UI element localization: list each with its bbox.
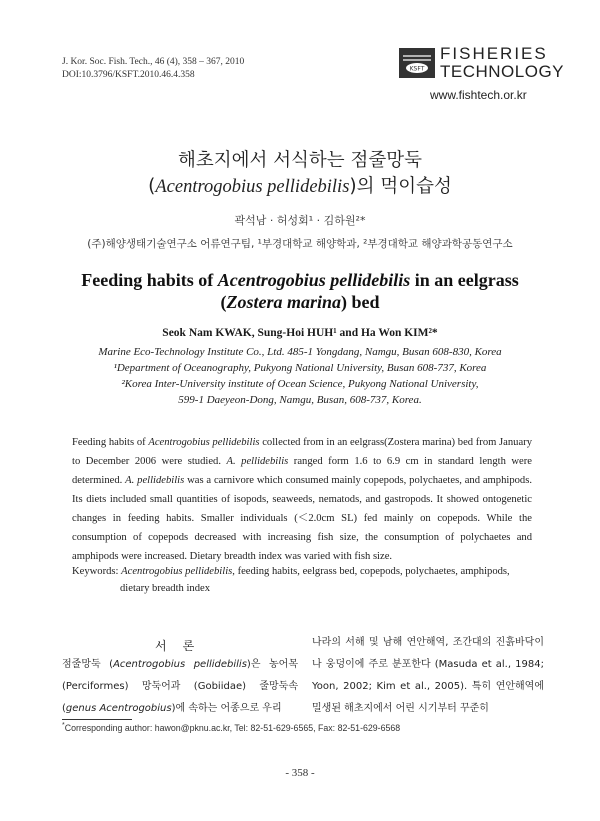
col-text: )에 속하는 어종으로 우리 [171,703,282,714]
title-pre: Feeding habits of [81,270,218,290]
footnote-text: Corresponding author: hawon@pknu.ac.kr, Tel: 82-51-629-6565, Fax: 82-51-629-6568 [64,722,401,733]
abs-species: Acentrogobius pellidebilis [148,437,260,448]
logo-technology: TECHNOLOGY [440,62,565,81]
page-number: - 358 - [285,767,315,779]
footnote-mark: * [62,722,65,729]
title-suffix: )의 먹이습성 [349,176,452,197]
korean-affiliation: (주)해양생태기술연구소 어류연구팀, ¹부경대학교 해양학과, ²부경대학교 해양과학공동연구소 [87,238,513,250]
section-title: 서론 [155,639,211,653]
title-plant: Zostera marina [226,292,341,312]
keywords-line2: dietary breadth index [120,583,211,594]
keyword-species: Acentrogobius pellidebilis [121,566,233,577]
keywords-label: Keywords: [72,566,122,577]
fish-emblem-icon [398,46,436,80]
title-post2: ) bed [341,292,380,312]
body-column-right: 나라의 서해 및 남해 연안해역, 조간대의 진흙바닥이나 웅덩이에 주로 분포한다 (Masuda et al., 1984; Yoon, 2002; Kim et al., 2005). 특히 연안해역에 밀생된 해초지에서 어린 시기부터 꾸준히 [312,637,544,714]
title-species: Acentrogobius pellidebilis [217,270,411,290]
affiliation-1: Marine Eco-Technology Institute Co., Ltd. 485-1 Yongdang, Namgu, Busan 608-830, Korea [98,346,502,358]
english-title-line1 [0,270,600,291]
keywords-list: , feeding habits, eelgrass bed, copepods, polychaetes, amphipods, [232,566,510,577]
paren: ( [148,176,156,197]
english-authors: Seok Nam KWAK, Sung-Hoi HUH¹ and Ha Won KIM²* [162,327,438,339]
col-genus: genus Acentrogobius [65,703,172,714]
emblem-text: KSFT [409,65,425,73]
abs-text: was a carnivore which consumed mainly copepods, polychaetes, and amphipods. Its diets included small quantities of isopods, seaweeds, nematods, and gastropods. It showed ontogenetic changes in feeding habits. Smaller individuals (＜2.0cm SL) fed mainly on copepods. While the consumption of copepods decreased with increasing fish size, the consumption of polychaetes and amphipods were increased. Dietary breadth index was varied with fish size. [72,475,532,562]
abs-text: collected from in an eelgrass(Zostera marina) bed from January to December 2006 were studied. [72,437,532,467]
logo-fisheries: FISHERIES [440,44,548,63]
abs-text: ranged form 1.6 to 6.9 cm in standard length were determined. [72,456,532,486]
abs-species: A. pellidebilis [125,475,185,486]
abs-text: Feeding habits of [72,437,149,448]
english-title-line2 [0,292,600,313]
affiliation-2: ¹Department of Oceanography, Pukyong National University, Busan 608-737, Korea [113,362,487,374]
journal-logo [398,44,565,116]
title-post: in an eelgrass [410,270,519,290]
journal-header [62,56,244,82]
keywords [72,563,532,597]
footnote [62,722,400,733]
body-column-left [62,654,298,720]
journal-url[interactable]: www.fishtech.or.kr [430,88,527,102]
footnote-rule [62,719,132,720]
species-name: Acentrogobius pellidebilis [155,177,350,197]
abs-species: A. pellidebilis [226,456,289,467]
affiliation-4: 599-1 Daeyeon-Dong, Namgu, Busan, 608-737, Korea. [178,394,422,406]
abstract [72,433,532,566]
col-text: 점줄망둑 ( [62,659,114,670]
korean-title-line1: 해초지에서 서식하는 점줄망둑 [177,150,423,171]
affiliation-3: ²Korea Inter-University institute of Ocean Science, Pukyong National University, [121,378,479,390]
doi-line: DOI:10.3796/KSFT.2010.46.4.358 [62,70,195,80]
citation-line: J. Kor. Soc. Fish. Tech., 46 (4), 358 – 367, 2010 [62,57,245,67]
paren: ( [220,292,227,312]
col-species: Acentrogobius pellidebilis [113,659,247,670]
col-text: )은 농어목 (Perciformes) 망둑어과 (Gobiidae) 줄망둑속 ( [62,659,298,714]
korean-title-line2 [0,172,600,198]
korean-authors: 곽석남 · 허성회¹ · 김하원²* [234,214,366,227]
